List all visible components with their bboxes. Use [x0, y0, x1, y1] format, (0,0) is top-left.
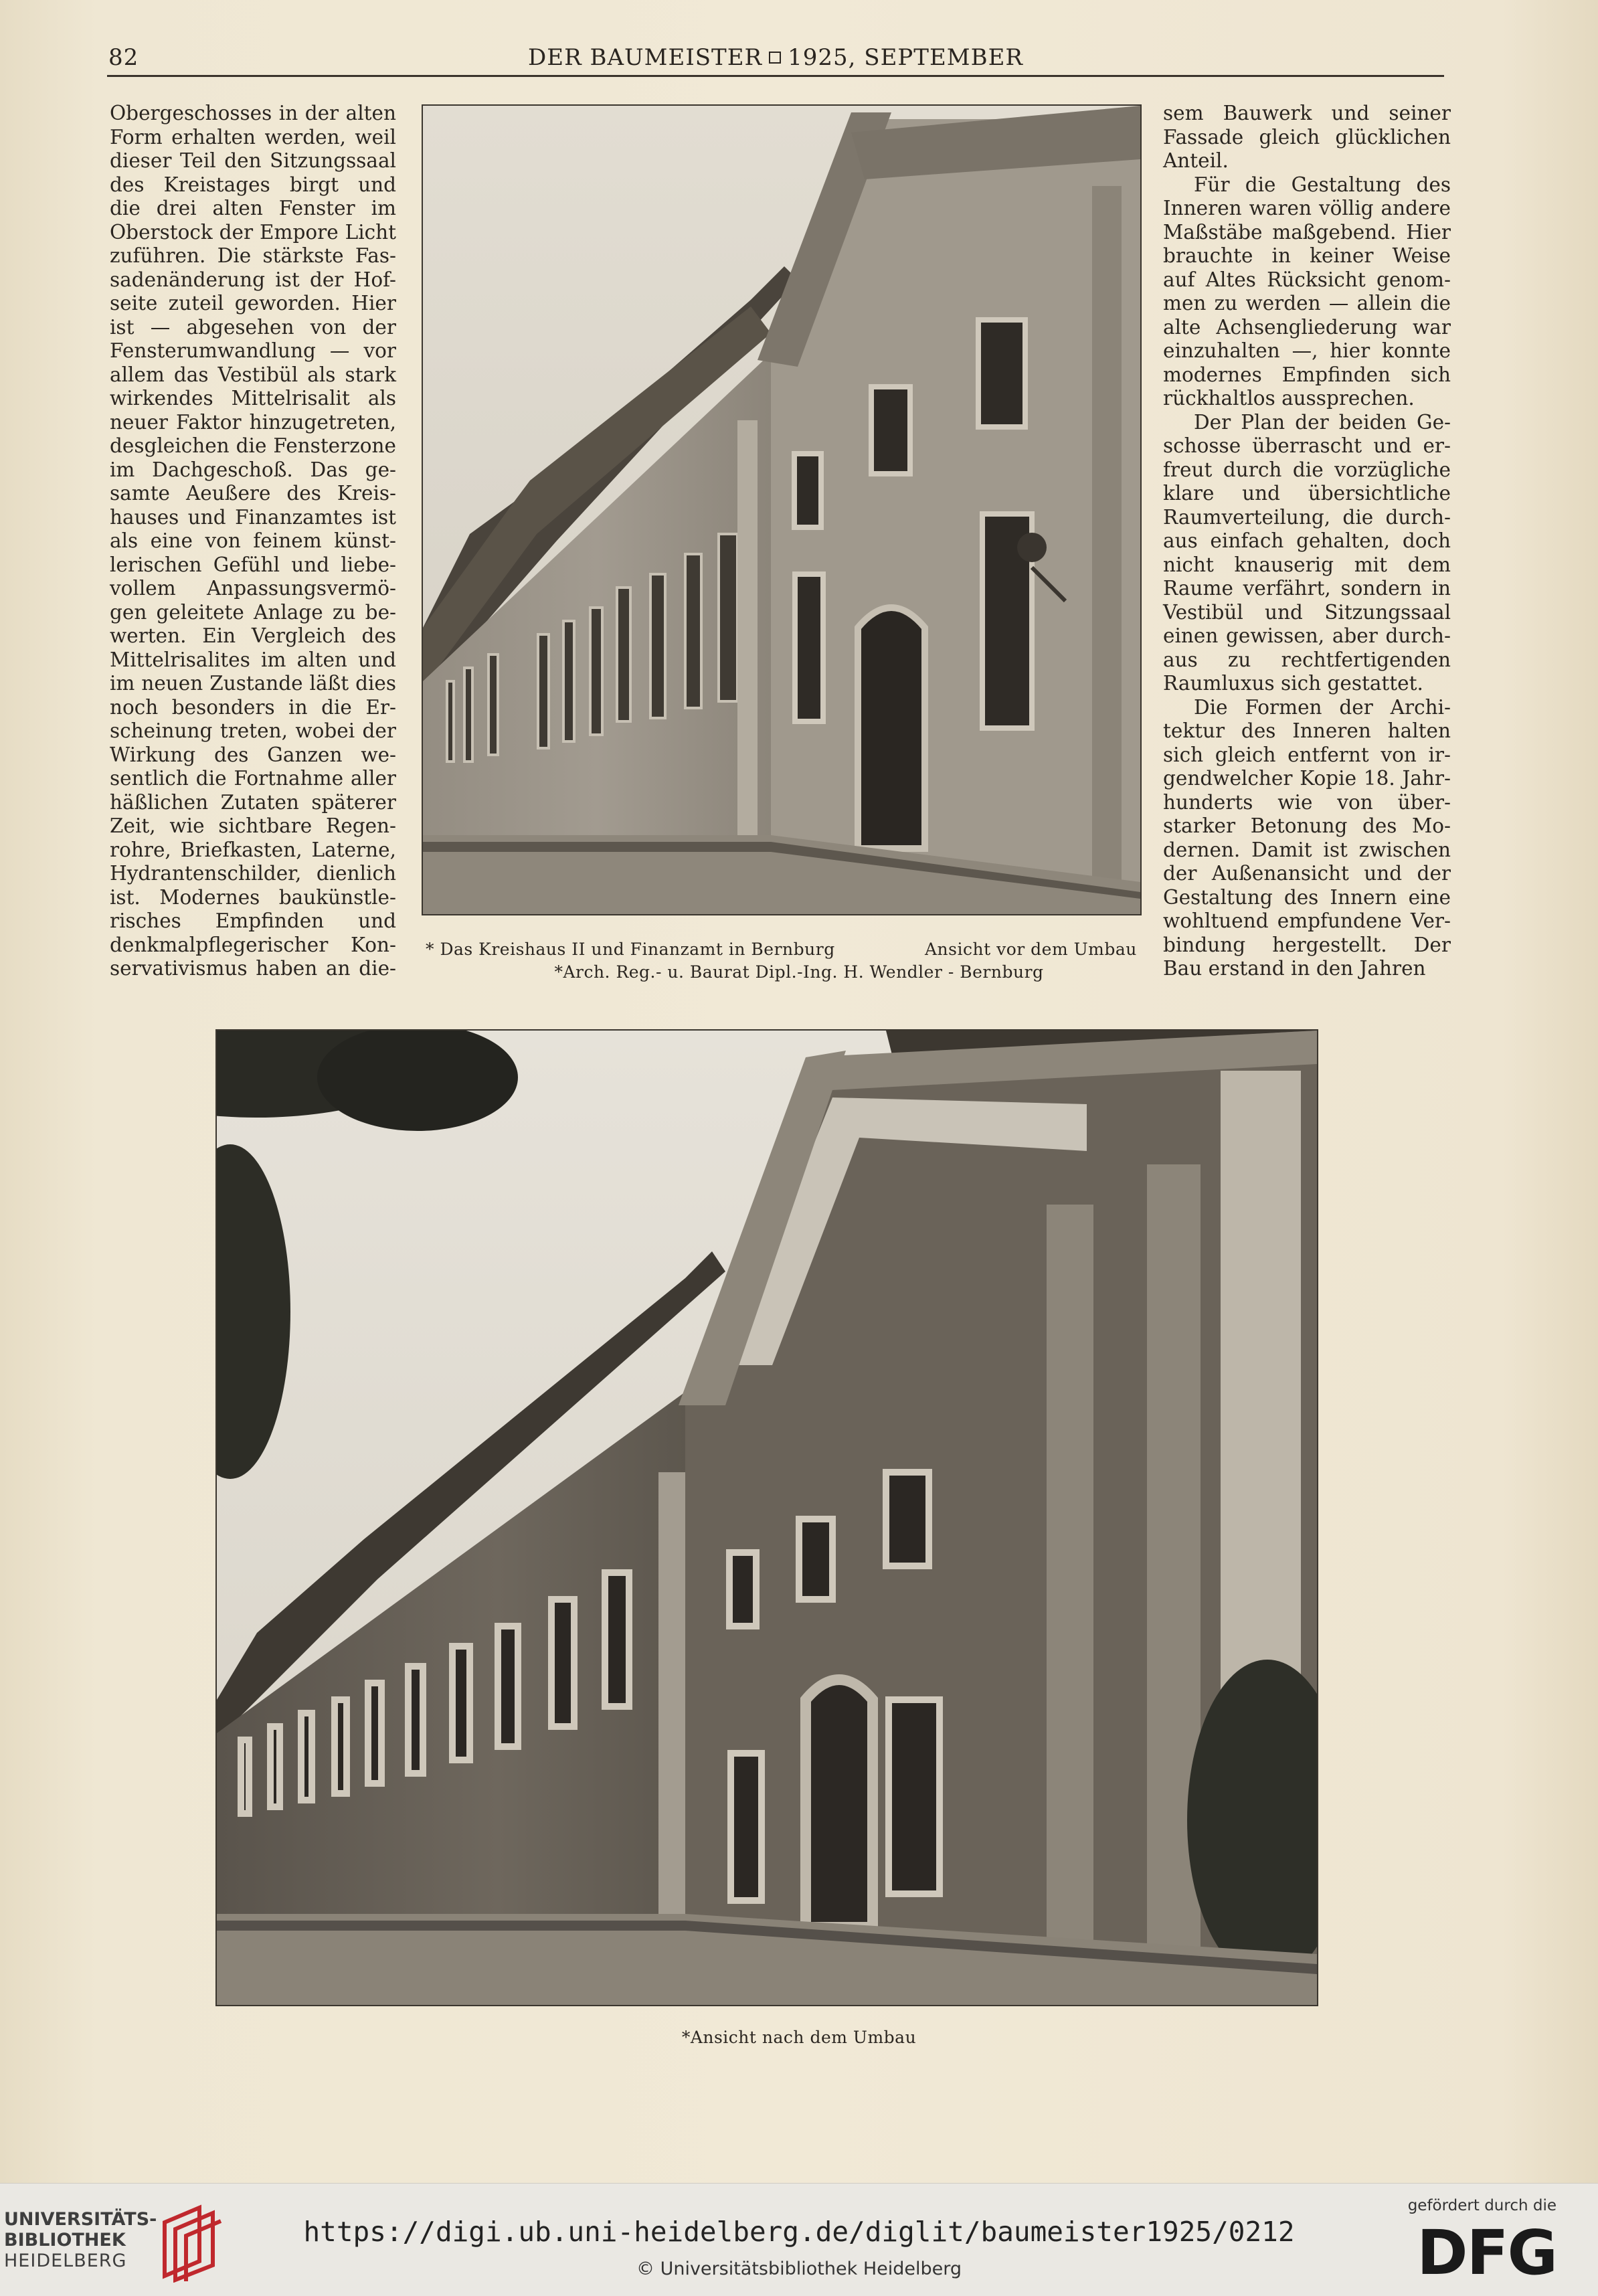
text-line: Der Plan der beiden Ge-: [1194, 410, 1451, 434]
text-line: hauses und Finanzamtes ist: [110, 505, 396, 529]
text-line: sem Bauwerk und seiner: [1163, 102, 1451, 124]
text-line: die drei alten Fenster im: [110, 197, 396, 219]
text-line: rohre, Briefkasten, Laterne,: [110, 838, 396, 861]
text-line: dernen. Damit ist zwischen: [1163, 838, 1451, 861]
page-number: 82: [108, 44, 139, 71]
text-line: einzuhalten —, hier konnte: [1163, 339, 1451, 362]
text-line: des Kreistages birgt und: [110, 173, 396, 196]
footer-bar: [0, 2183, 1598, 2296]
text-line: aus einfach gehalten, doch: [1163, 529, 1451, 552]
text-line: im neuen Zustande läßt dies: [110, 672, 396, 695]
photo-before-renovation: [422, 104, 1142, 915]
text-line: dieser Teil den Sitzungssaal: [110, 149, 396, 172]
text-line: sadenänderung ist der Hof-: [110, 268, 396, 291]
text-line: gendwelcher Kopie 18. Jahr-: [1163, 767, 1451, 790]
text-line: klare und übersichtliche: [1163, 482, 1451, 505]
text-line: bindung hergestellt. Der: [1163, 933, 1451, 956]
text-line: sich gleich entfernt von ir-: [1163, 743, 1451, 766]
journal-name: DER BAUMEISTER: [528, 44, 763, 71]
text-line: scheinung treten, wobei der: [110, 719, 396, 742]
text-line: Maßstäbe maßgebend. Hier: [1163, 220, 1451, 244]
library-name-line3: HEIDELBERG: [4, 2250, 127, 2271]
text-line: hunderts wie von über-: [1163, 790, 1451, 814]
text-line: brauchte in keiner Weise: [1163, 244, 1451, 267]
text-line: Wirkung des Ganzen we-: [110, 743, 396, 766]
text-line: zuführen. Die stärkste Fas-: [110, 244, 396, 267]
text-line: Raume verfährt, sondern in: [1163, 577, 1451, 600]
text-line: Hydrantenschilder, dienlich: [110, 862, 396, 885]
text-line: seite zuteil geworden. Hier: [110, 292, 396, 315]
library-name-line2: BIBLIOTHEK: [4, 2230, 126, 2250]
text-line: lerischen Gefühl und liebe-: [110, 553, 396, 576]
library-name-line1: UNIVERSITÄTS-: [4, 2209, 157, 2230]
text-line: Fassade gleich glücklichen: [1163, 125, 1451, 149]
right-text-column: [1163, 102, 1451, 981]
text-line: Form erhalten werden, weil: [110, 125, 396, 149]
text-line: ist — abgesehen von der: [110, 315, 396, 339]
text-line: samte Aeußere des Kreis-: [110, 482, 396, 505]
figure2-caption: *Ansicht nach dem Umbau: [681, 2028, 917, 2047]
journal-title: [107, 44, 1444, 71]
text-line: einen gewissen, aber durch-: [1163, 624, 1451, 647]
funding-label: gefördert durch die: [1407, 2197, 1557, 2214]
text-line: häßlichen Zutaten späterer: [110, 790, 396, 814]
text-line: werten. Ein Vergleich des: [110, 624, 396, 647]
text-line: neuer Faktor hinzugetreten,: [110, 410, 396, 434]
figure1-caption-right: Ansicht vor dem Umbau: [925, 940, 1137, 959]
text-line: Zeit, wie sichtbare Regen-: [110, 814, 396, 837]
text-line: denkmalpflegerischer Kon-: [110, 933, 396, 956]
text-line: wohltuend empfundene Ver-: [1163, 909, 1451, 932]
text-line: starker Betonung des Mo-: [1163, 814, 1451, 837]
text-line: noch besonders in die Er-: [110, 695, 396, 719]
text-line: nicht knauserig mit dem: [1163, 553, 1451, 576]
text-line: wirkendes Mittelrisalit als: [110, 387, 396, 410]
text-line: risches Empfinden und: [110, 909, 396, 932]
permalink-url[interactable]: https://digi.ub.uni-heidelberg.de/diglit/baumeister1925/0212: [303, 2216, 1295, 2248]
text-line: tektur des Inneren halten: [1163, 719, 1451, 742]
running-head: [107, 41, 1444, 77]
text-line: im Dachgeschoß. Das ge-: [110, 458, 396, 481]
left-text-column: [110, 102, 396, 981]
text-line: alte Achsengliederung war: [1163, 315, 1451, 339]
text-line: modernes Empfinden sich: [1163, 363, 1451, 386]
text-line: aus zu rechtfertigenden: [1163, 648, 1451, 671]
text-line: desgleichen die Fensterzone: [110, 434, 396, 457]
photo-after-renovation: [215, 1029, 1318, 2006]
text-line: ist. Modernes baukünstle-: [110, 885, 396, 909]
text-line: Obergeschosses in der alten: [110, 102, 396, 124]
text-line: Inneren waren völlig andere: [1163, 197, 1451, 219]
text-line: servativismus haben an die-: [110, 957, 396, 980]
text-line: freut durch die vorzügliche: [1163, 458, 1451, 481]
text-line: als eine von feinem künst-: [110, 529, 396, 552]
text-line: sentlich die Fortnahme aller: [110, 767, 396, 790]
text-line: Mittelrisalites im alten und: [110, 648, 396, 671]
text-line: Die Formen der Archi-: [1194, 695, 1451, 719]
text-line: Gestaltung des Innern eine: [1163, 885, 1451, 909]
issue-date: 1925, SEPTEMBER: [788, 44, 1023, 71]
text-line: Bau erstand in den Jahren: [1163, 957, 1426, 980]
text-line: Raumluxus sich gestattet.: [1163, 672, 1423, 695]
text-line: auf Altes Rücksicht genom-: [1163, 268, 1451, 291]
text-line: men zu werden — allein die: [1163, 292, 1451, 315]
dfg-logo[interactable]: DFG: [1417, 2217, 1557, 2289]
text-line: Fensterumwandlung — vor: [110, 339, 396, 362]
text-line: vollem Anpassungsvermö-: [110, 577, 396, 600]
text-line: Vestibül und Sitzungssaal: [1163, 600, 1451, 624]
text-line: Oberstock der Empore Licht: [110, 220, 396, 244]
text-line: der Außenansicht und der: [1163, 862, 1451, 885]
text-line: Raumverteilung, die durch-: [1163, 505, 1451, 529]
text-line: Anteil.: [1163, 149, 1229, 172]
square-separator-icon: [769, 52, 781, 64]
text-line: rückhaltlos aussprechen.: [1163, 387, 1415, 410]
figure1-credit: *Arch. Reg.- u. Baurat Dipl.-Ing. H. Wendler - Bernburg: [554, 962, 1044, 982]
text-line: allem das Vestibül als stark: [110, 363, 396, 386]
text-line: gen geleitete Anlage zu be-: [110, 600, 396, 624]
copyright-notice: © Universitätsbibliothek Heidelberg: [636, 2259, 962, 2279]
text-line: schosse überrascht und er-: [1163, 434, 1451, 457]
text-line: Für die Gestaltung des: [1194, 173, 1451, 196]
figure1-caption-left: * Das Kreishaus II und Finanzamt in Bernburg: [426, 940, 835, 959]
